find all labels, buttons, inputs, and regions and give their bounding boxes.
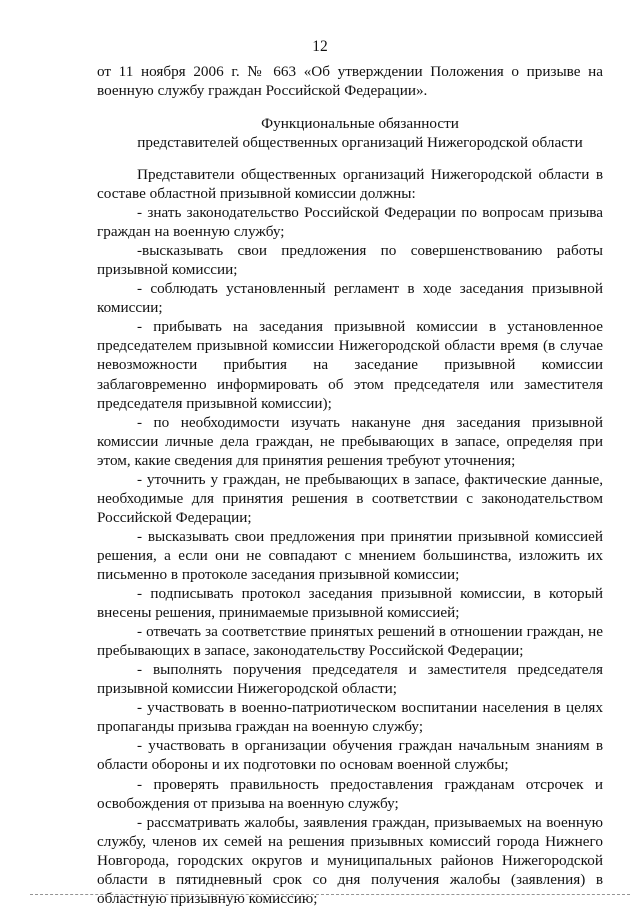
duty-item: - отвечать за соответствие принятых решений в отношении граждан, не пребывающих в запасе, законодательству Российской Федерации;: [97, 623, 603, 660]
heading-line-2: представителей общественных организаций Нижегородской области: [137, 134, 583, 152]
duty-item: - участвовать в военно-патриотическом воспитании населения в целях пропаганды призыва граждан на военную службу;: [97, 699, 603, 736]
duty-item: - высказывать свои предложения при принятии призывной комиссией решения, а если они не совпадают с мнением большинства, изложить их письменно в протоколе заседания призывной комиссии;: [97, 527, 603, 583]
duties-body: [97, 165, 603, 908]
heading-line-1: Функциональные обязанности: [261, 115, 459, 132]
intro-text: от 11 ноября 2006 г. № 663 «Об утверждении Положения о призыве на военную службу граждан Российской Федерации».: [97, 63, 603, 100]
duty-item: - знать законодательство Российской Федерации по вопросам призыва граждан на военную службу;: [97, 204, 603, 241]
duty-item: - выполнять поручения председателя и заместителя председателя призывной комиссии Нижегородской области;: [97, 661, 603, 698]
duty-item: - участвовать в организации обучения граждан начальным знаниям в области обороны и их подготовки по основам военной службы;: [97, 737, 603, 774]
duty-item: - подписывать протокол заседания призывной комиссии, в который внесены решения, принимаемые призывной комиссией;: [97, 585, 603, 622]
duty-item: - по необходимости изучать накануне дня заседания призывной комиссии личные дела граждан, не пребывающих в запасе, определяя при этом, какие сведения для принятия решения требуют уточнения;: [97, 413, 603, 469]
duty-item: -высказывать свои предложения по совершенствованию работы призывной комиссии;: [97, 242, 603, 279]
duty-item: - соблюдать установленный регламент в ходе заседания призывной комиссии;: [97, 280, 603, 317]
section-heading: [97, 114, 603, 152]
scan-artifact-line: [30, 894, 630, 896]
intro-paragraph: [97, 62, 603, 100]
duty-item: - проверять правильность предоставления гражданам отсрочек и освобождения от призыва на военную службу;: [97, 775, 603, 812]
duty-item: - прибывать на заседания призывной комиссии в установленное председателем призывной комиссии Нижегородской области время (в случае невозможности прибытия на заседание призывной комиссии заблаговременно информировать об этом председателя или заместителя председателя призывной комиссии);: [97, 318, 603, 412]
lead-paragraph: Представители общественных организаций Нижегородской области в составе областной призывной комиссии должны:: [97, 166, 603, 203]
page-number: 12: [312, 38, 328, 55]
duty-item: - уточнить у граждан, не пребывающих в запасе, фактические данные, необходимые для принятия решения в соответствии с законодательством Российской Федерации;: [97, 470, 603, 526]
duty-item: - рассматривать жалобы, заявления граждан, призываемых на военную службу, членов их семей на решения призывных комиссий города Нижнего Новгорода, городских округов и муниципальных районов Нижегородской области в пятидневный срок со дня получения жалобы (заявления) в областную призывную комиссию;: [97, 813, 603, 907]
